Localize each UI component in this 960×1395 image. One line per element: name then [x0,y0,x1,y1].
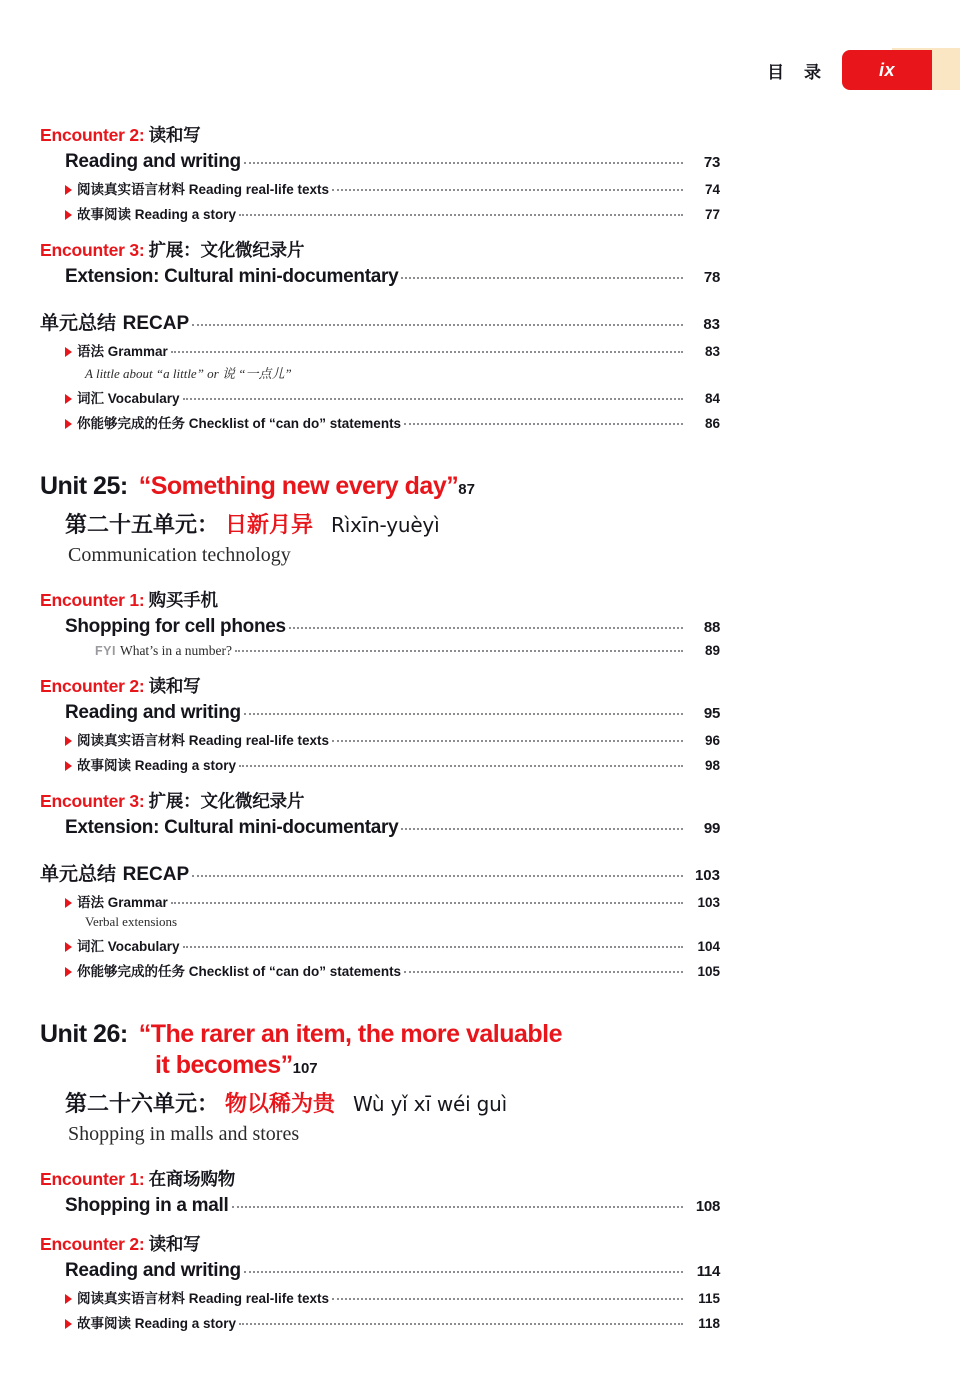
unit-title-row[interactable] [40,472,720,501]
toc-subentry-label [65,891,168,911]
toc-subentry-page: 118 [698,1316,720,1331]
flag-bullet-icon [65,210,72,220]
recap-label-en: RECAP [122,864,190,885]
toc-subentry[interactable] [65,891,720,911]
toc-subentry[interactable] [65,1287,720,1307]
unit-page: 87 [458,481,475,498]
dot-leader [232,1206,684,1208]
toc-subentry-label-cn: 故事阅读 [77,207,131,223]
toc-entry-page: 78 [703,269,720,286]
toc-entry-page: 88 [703,619,720,636]
unit-title-en: “Something new every day” [138,472,459,500]
recap-label [40,308,189,335]
page-header [0,0,960,100]
unit-idiom-pinyin: Rìxīn-yuèyì [331,513,440,537]
toc-subentry-label [65,412,401,432]
dot-leader [235,650,683,652]
recap-label-cn: 单元总结 [40,312,117,334]
encounter-label-cn: 读和写 [148,126,201,146]
toc-subentry[interactable] [65,960,720,980]
encounter-label: Encounter 2: [40,125,145,145]
toc-subentry-page: 96 [704,733,720,748]
toc-subentry[interactable] [65,754,720,774]
dot-leader [239,214,683,216]
toc-entry[interactable] [65,1195,720,1217]
recap-heading[interactable] [40,308,720,335]
encounter-heading [40,1231,720,1256]
toc-subentry-label-cn: 词汇 [77,391,104,407]
toc-entry[interactable] [65,266,720,288]
dot-leader [192,875,683,877]
unit-idiom-pinyin: Wù yǐ xī wéi guì [353,1092,507,1116]
toc-entry[interactable] [65,151,720,173]
encounter-label: Encounter 2: [40,676,145,696]
dot-leader [183,946,683,948]
encounter-label-cn: 扩展：文化微纪录片 [148,241,305,261]
toc-entry-label: Shopping in a mall [65,1195,229,1216]
toc-subentry-label-en: Checklist of “can do” statements [188,416,402,431]
toc-subentry-label-en: Reading a story [134,758,237,773]
dot-leader [332,189,683,191]
toc-subentry-label-en: Grammar [107,344,168,359]
dot-leader [404,971,683,973]
dot-leader [401,277,683,279]
unit-block-25 [40,472,720,980]
toc-subentry-label-cn: 阅读真实语言材料 [77,733,185,749]
encounter-heading [40,587,720,612]
encounter-label-cn: 在商场购物 [148,1170,236,1190]
toc-subentry-page: 103 [697,895,720,910]
toc-entry[interactable] [65,817,720,839]
toc-subentry[interactable] [65,203,720,223]
unit-number: Unit 26: [40,1020,128,1048]
recap-label [40,859,189,886]
unit-idiom-cn: 日新月异 [225,513,314,538]
encounter-label: Encounter 1: [40,1169,145,1189]
toc-subentry-label-cn: 语法 [77,344,104,360]
toc-entry-label: Reading and writing [65,702,241,723]
toc-entry-page: 73 [703,154,720,171]
toc-subentry-label-en: Reading real-life texts [188,733,330,748]
dot-leader [332,740,683,742]
toc-subentry-label-en: Reading a story [134,207,237,222]
encounter-label: Encounter 3: [40,240,145,260]
fyi-tag: FYI [95,644,116,658]
unit-number: Unit 25: [40,472,128,500]
dot-leader [239,1323,683,1325]
flag-bullet-icon [65,185,72,195]
toc-subentry-label-en: Grammar [107,895,168,910]
toc-subentry-label [65,203,236,223]
toc-section-continued [40,122,720,432]
toc-subentry-label-cn: 故事阅读 [77,758,131,774]
toc-subentry-label-en: Reading a story [134,1316,237,1331]
flag-bullet-icon [65,967,72,977]
encounter-heading [40,237,720,262]
flag-bullet-icon [65,736,72,746]
toc-subentry[interactable] [65,729,720,749]
table-of-contents [40,108,720,1332]
toc-subentry[interactable] [65,412,720,432]
dot-leader [244,713,683,715]
toc-subentry-label [65,387,180,407]
recap-page: 83 [703,316,720,333]
unit-title-row[interactable] [40,1020,720,1049]
dot-leader [171,902,683,904]
dot-leader [239,765,683,767]
toc-entry-label: Extension: Cultural mini-documentary [65,266,399,287]
unit-theme: Communication technology [68,544,291,566]
recap-label-en: RECAP [122,313,190,334]
toc-entry[interactable] [65,616,720,638]
toc-subentry-page: 98 [704,758,720,773]
flag-bullet-icon [65,394,72,404]
toc-entry-page: 95 [703,705,720,722]
page-number-tab-label: ix [878,60,895,80]
unit-title-en-line1: “The rarer an item, the more valuable [138,1020,563,1048]
encounter-label-cn: 购买手机 [148,591,218,611]
toc-subentry[interactable] [65,935,720,955]
toc-subentry-label-cn: 你能够完成的任务 [77,416,185,432]
toc-subentry-label-en: Vocabulary [107,939,180,954]
toc-subentry-page: 83 [704,344,720,359]
toc-subentry-label [65,178,329,198]
dot-leader [183,398,683,400]
toc-subentry-page: 115 [698,1291,720,1306]
flag-bullet-icon [65,347,72,357]
toc-subentry-page: 77 [704,207,720,222]
encounter-label-cn: 读和写 [148,677,201,697]
encounter-label: Encounter 2: [40,1234,145,1254]
page-number-tab [842,50,932,90]
unit-title-row-continued[interactable] [40,1051,720,1080]
toc-subentry-label-en: Vocabulary [107,391,180,406]
fyi-label [95,643,232,659]
toc-subentry-page: 84 [704,391,720,406]
toc-subentry-label [65,340,168,360]
unit-block-26 [40,1020,720,1332]
unit-theme: Shopping in malls and stores [68,1123,300,1145]
encounter-label-cn: 读和写 [148,1235,201,1255]
toc-entry[interactable] [65,702,720,724]
flag-bullet-icon [65,898,72,908]
recap-page: 103 [694,867,720,884]
toc-entry[interactable] [65,1260,720,1282]
dot-leader [244,1271,683,1273]
toc-subentry-label-cn: 语法 [77,895,104,911]
toc-subentry-page: 74 [704,182,720,197]
toc-subentry-label [65,1287,329,1307]
toc-entry-page: 114 [696,1263,720,1280]
toc-entry-label: Shopping for cell phones [65,616,286,637]
unit-title-cn: 第二十五单元： [65,513,220,538]
encounter-heading [40,122,720,147]
encounter-label-cn: 扩展：文化微纪录片 [148,792,305,812]
grammar-note: A little about “a little” or 说 “一点儿” [85,366,292,381]
toc-subentry-page: 104 [697,939,720,954]
toc-entry-label: Reading and writing [65,1260,241,1281]
toc-subentry-label-en: Reading real-life texts [188,1291,330,1306]
toc-entry-label: Reading and writing [65,151,241,172]
toc-subentry-label [65,1312,236,1332]
toc-subentry[interactable] [65,178,720,198]
recap-label-cn: 单元总结 [40,863,117,885]
dot-leader [289,627,683,629]
toc-subentry[interactable] [65,340,720,360]
unit-title-en-line2: it becomes” [155,1051,293,1079]
toc-subentry-label-en: Checklist of “can do” statements [188,964,402,979]
toc-subentry-page: 86 [704,416,720,431]
toc-subentry-label-cn: 你能够完成的任务 [77,964,185,980]
header-contents-label: 目 录 [767,63,828,83]
dot-leader [244,162,683,164]
flag-bullet-icon [65,1294,72,1304]
dot-leader [192,324,683,326]
toc-entry-page: 108 [695,1198,720,1215]
toc-subentry-label-cn: 阅读真实语言材料 [77,1291,185,1307]
toc-subentry-label [65,754,236,774]
toc-subentry[interactable] [65,387,720,407]
flag-bullet-icon [65,942,72,952]
encounter-heading [40,788,720,813]
toc-entry-label: Extension: Cultural mini-documentary [65,817,399,838]
toc-subentry-label [65,935,180,955]
recap-heading[interactable] [40,859,720,886]
dot-leader [404,423,683,425]
flag-bullet-icon [65,1319,72,1329]
unit-idiom-cn: 物以稀为贵 [225,1092,336,1117]
dot-leader [332,1298,683,1300]
toc-entry-page: 99 [703,820,720,837]
grammar-note: Verbal extensions [85,914,178,929]
unit-page: 107 [292,1060,318,1077]
encounter-heading [40,1166,720,1191]
toc-subentry-label-cn: 阅读真实语言材料 [77,182,185,198]
dot-leader [171,351,683,353]
toc-subentry-label-en: Reading real-life texts [188,182,330,197]
unit-title-cn-row [65,508,720,539]
dot-leader [401,828,683,830]
encounter-label: Encounter 1: [40,590,145,610]
fyi-text: What’s in a number? [119,643,233,658]
toc-subentry-label-cn: 故事阅读 [77,1316,131,1332]
toc-subentry-label-cn: 词汇 [77,939,104,955]
fyi-page: 89 [704,643,720,658]
toc-subentry-label [65,729,329,749]
toc-subentry[interactable] [65,1312,720,1332]
flag-bullet-icon [65,419,72,429]
unit-title-cn: 第二十六单元： [65,1092,220,1117]
flag-bullet-icon [65,761,72,771]
toc-subentry-page: 105 [697,964,720,979]
encounter-label: Encounter 3: [40,791,145,811]
encounter-heading [40,673,720,698]
fyi-entry[interactable] [95,643,720,659]
toc-subentry-label [65,960,401,980]
unit-title-cn-row [65,1087,720,1118]
